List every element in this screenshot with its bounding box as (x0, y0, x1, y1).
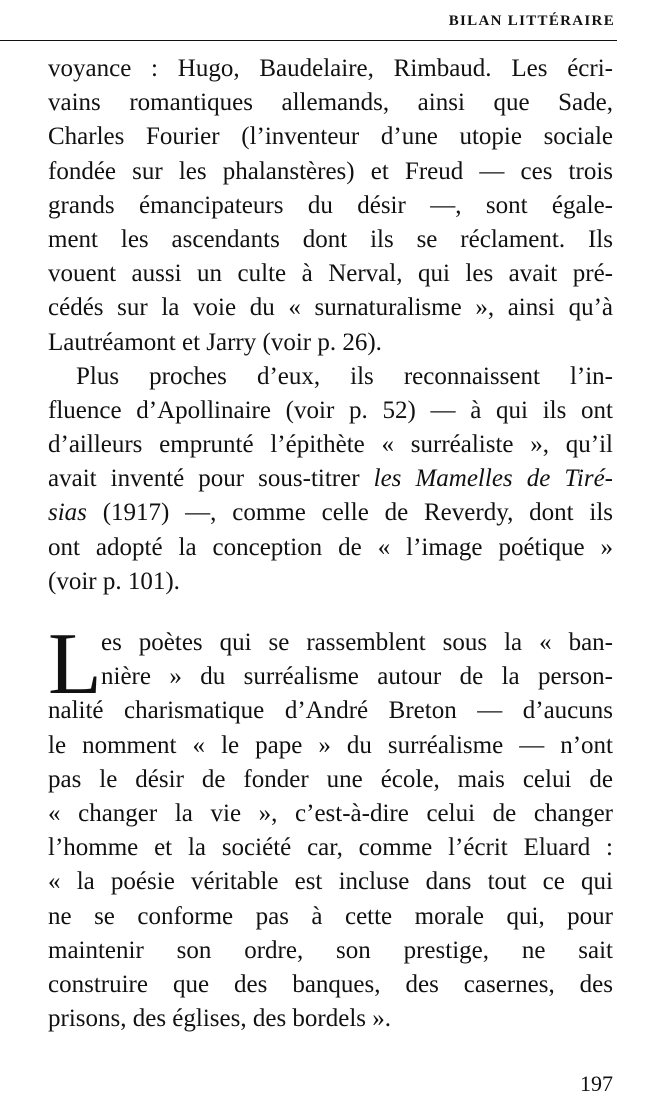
text-line (48, 496, 613, 530)
text-line: nalité charismatique d’André Breton — d’aucuns (48, 697, 613, 725)
text-line (48, 462, 613, 496)
text-line: nière » du surréalisme autour de la person- (101, 663, 613, 691)
text-line: Lautréamont et Jarry (voir p. 26). (48, 328, 382, 356)
text-segment: (1917) —, comme celle de Reverdy, dont ils (86, 499, 613, 527)
text-line: es poètes qui se rassemblent sous la « ban- (101, 629, 613, 656)
paragraph-spacer (48, 599, 613, 626)
text-line: le nomment « le pape » du surréalisme — n’ont (48, 731, 613, 759)
text-line: ont adopté la conception de « l’image poétique » (48, 533, 613, 561)
drop-cap-letter: L (48, 616, 102, 713)
text-line: fluence d’Apollinaire (voir p. 52) — à qui ils ont (48, 396, 613, 424)
text-line: (voir p. 101). (48, 567, 180, 595)
page-body (48, 52, 613, 1036)
text-line: vains romantiques allemands, ainsi que Sade, (48, 89, 613, 117)
text-line: « changer la vie », c’est-à-dire celui de changer (48, 799, 613, 827)
text-line: l’homme et la société car, comme l’écrit Eluard : (48, 834, 613, 862)
text-line: cédés sur la voie du « surnaturalisme », ainsi qu’à (48, 294, 613, 322)
text-line: construire que des banques, des casernes, des (48, 970, 613, 998)
text-line: fondée sur les phalanstères) et Freud — ces trois (48, 157, 613, 185)
page-number: 197 (580, 1071, 613, 1096)
book-title-italic: sias (48, 499, 87, 527)
paragraph-2 (48, 360, 613, 599)
text-segment: avait inventé pour sous-titrer (48, 465, 374, 493)
running-header (0, 0, 617, 41)
text-line: vouent aussi un culte à Nerval, qui les avait pré- (48, 260, 613, 288)
text-line: Charles Fourier (l’inventeur d’une utopie sociale (48, 123, 613, 151)
text-line: maintenir son ordre, son prestige, ne sait (48, 936, 613, 964)
text-line: ne se conforme pas à cette morale qui, pour (48, 902, 613, 930)
text-line: voyance : Hugo, Baudelaire, Rimbaud. Les écri- (48, 55, 613, 82)
text-line: prisons, des églises, des bordels ». (48, 1005, 392, 1033)
text-line: Plus proches d’eux, ils reconnaissent l’in- (76, 362, 613, 390)
book-title-italic: les Mamelles de Tiré- (373, 465, 613, 493)
running-title: BILAN LITTÉRAIRE (448, 13, 615, 29)
paragraph-1 (48, 52, 613, 360)
text-line: pas le désir de fonder une école, mais celui de (48, 765, 613, 793)
text-line: ment les ascendants dont ils se réclament. Ils (48, 225, 613, 253)
text-line: d’ailleurs emprunté l’épithète « surréaliste », qu’il (48, 431, 613, 459)
text-line: grands émancipateurs du désir —, sont égale- (48, 191, 613, 219)
paragraph-3 (48, 616, 613, 1036)
text-line: « la poésie véritable est incluse dans tout ce qui (48, 868, 613, 896)
